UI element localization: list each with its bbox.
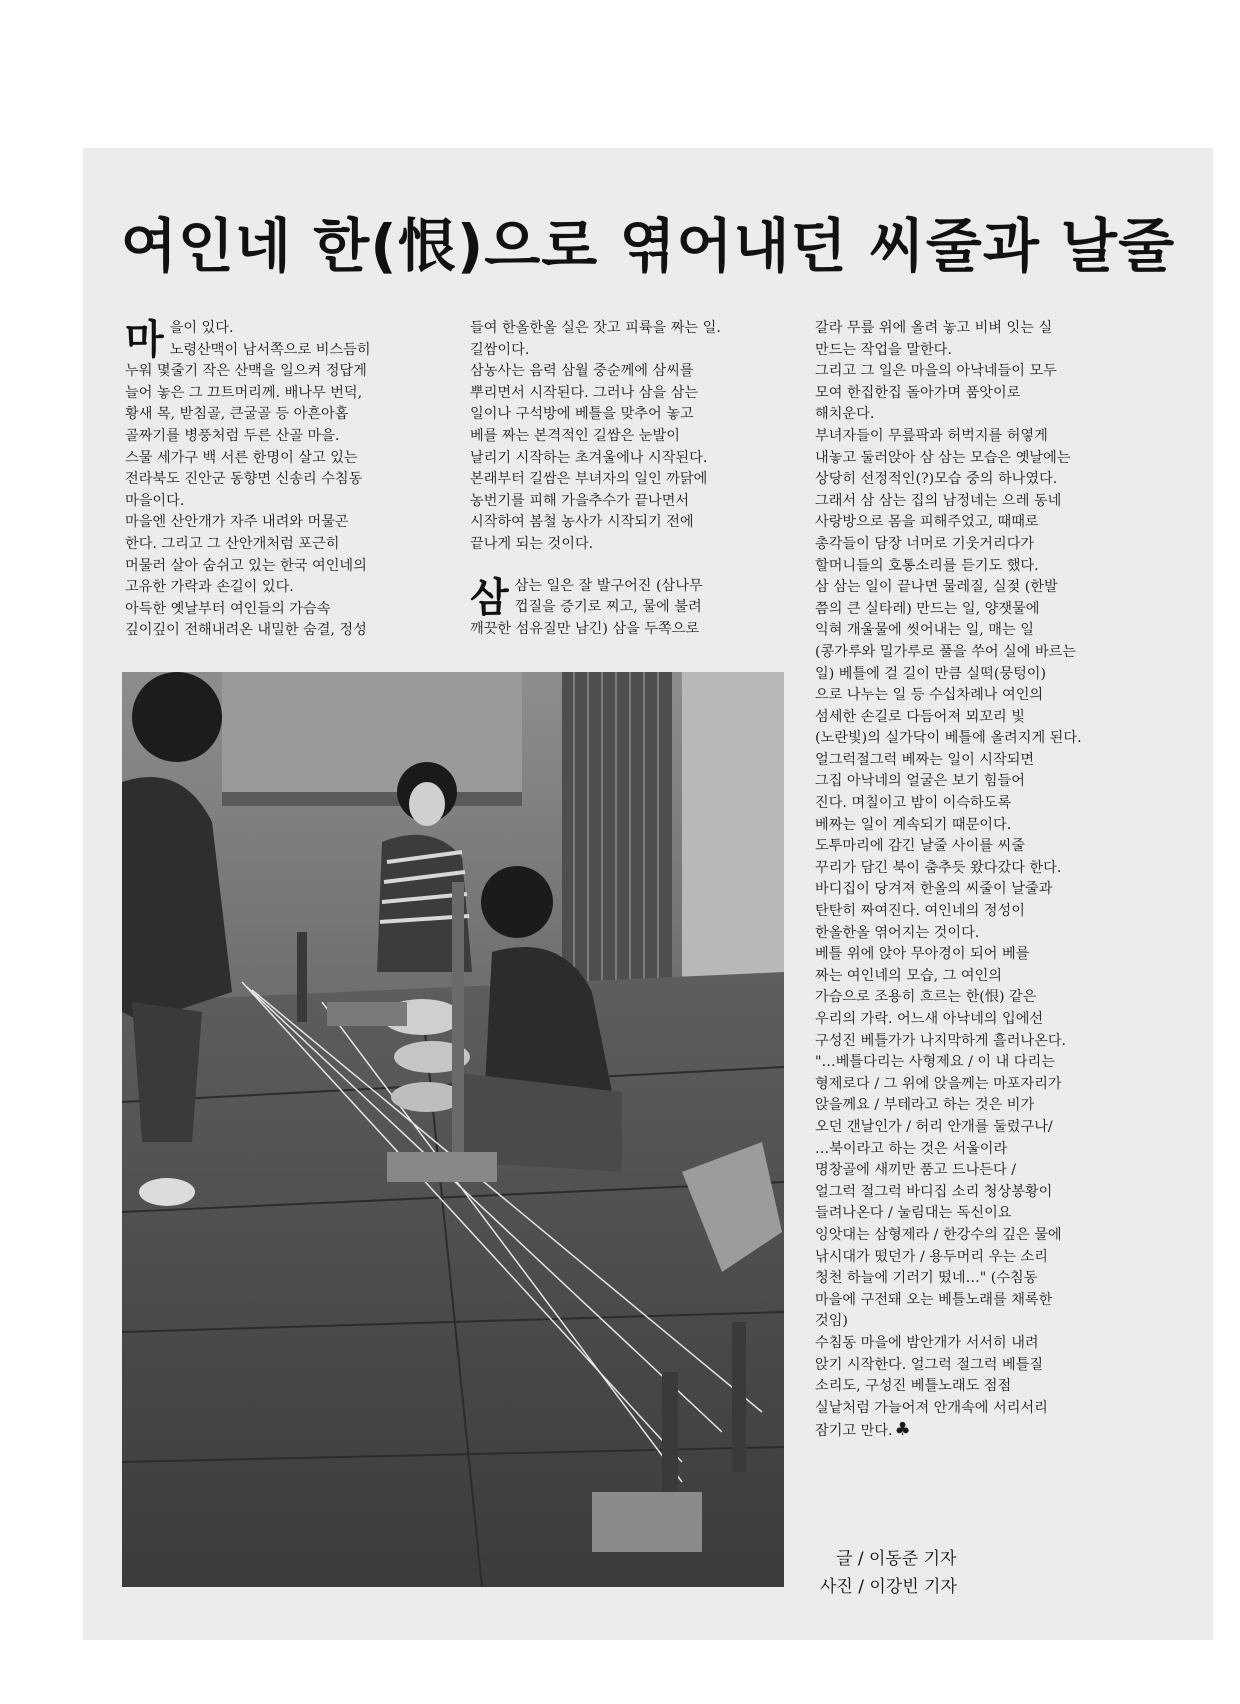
drop-cap: 삼 [470, 574, 509, 621]
text-line: 명창골에 새끼만 품고 드나든다 / [815, 1162, 1016, 1179]
text-line: 우리의 가락. 어느새 아낙네의 입에선 [815, 1011, 1044, 1027]
text-line: 농번기를 피해 가을추수가 끝나면서 [470, 492, 690, 509]
text-line: 그리고 그 일은 마을의 아낙네들이 모두 [815, 363, 1057, 380]
text-line: 익혀 개울물에 씻어내는 일, 매는 일 [815, 622, 1034, 639]
text-column-2 [470, 318, 790, 640]
text-line: 것임) [815, 1313, 848, 1330]
text-line: 해치운다. [815, 406, 875, 423]
text-line: 늘어 놓은 그 끄트머리께. 배나무 번덕, [125, 384, 363, 401]
text-line: 마을에 구전돼 오는 베틀노래를 채록한 [815, 1291, 1053, 1308]
text-line: 머물러 살아 숨쉬고 있는 한국 여인네의 [125, 557, 367, 574]
text-line: 짜는 여인네의 모습, 그 여인의 [815, 967, 1003, 984]
text-line: 쯤의 큰 실타레) 만드는 일, 양잿물에 [815, 600, 1040, 617]
text-line: 잠기고 만다. ♣ [815, 1419, 911, 1441]
text-line: 아득한 옛날부터 여인들의 가슴속 [125, 600, 331, 617]
text-line: 삼 삼는 일이 끝나면 물레질, 실젖 (한발 [815, 579, 1058, 596]
text-line: 본래부터 길쌈은 부녀자의 일인 까닭에 [470, 471, 708, 488]
text-line: 으로 나누는 일 등 수십차례나 여인의 [815, 687, 1044, 704]
text-line: 낚시대가 떴던가 / 용두머리 우는 소리 [815, 1248, 1048, 1265]
text-line: 형제로다 / 그 위에 앉을께는 마포자리가 [815, 1075, 1062, 1092]
text-line: 을이 있다. [169, 320, 234, 336]
text-line: 총각들이 담장 너머로 기웃거리다가 [815, 535, 1035, 552]
text-line: 전라북도 진안군 동향면 신송리 수침동 [125, 471, 363, 488]
text-line: 소리도, 구성진 베틀노래도 점점 [815, 1378, 1012, 1395]
text-line: 수침동 마을에 밤안개가 서서히 내려 [815, 1334, 1039, 1351]
text-line: 그집 아낙네의 얼굴은 보기 힘들어 [815, 773, 1025, 790]
text-line: 그래서 삼 삼는 집의 남정네는 으레 동네 [815, 492, 1062, 509]
text-line: 누워 몇줄기 작은 산맥을 일으켜 정답게 [125, 363, 367, 380]
writer-credit: 글 / 이동준 기자 [836, 1549, 957, 1569]
text-line: 사랑방으로 몸을 피해주었고, 때때로 [815, 514, 1039, 531]
text-line: 끝나게 되는 것이다. [470, 535, 594, 552]
text-line: 얼그럭절그럭 베짜는 일이 시작되면 [815, 751, 1035, 768]
text-line: 실낱처럼 가늘어져 안개속에 서리서리 [815, 1399, 1048, 1416]
club-end-mark-icon: ♣ [894, 1419, 911, 1441]
text-line: 스물 세가구 백 서른 한명이 살고 있는 [125, 449, 358, 466]
text-line: (노란빛)의 실가닥이 베틀에 올려지게 된다. [815, 730, 1082, 747]
text-line: 잉앗대는 삼형제라 / 한강수의 깊은 물에 [815, 1226, 1062, 1243]
weaving-photograph [122, 672, 784, 1587]
text-line: 들려나온다 / 눌림대는 독신이요 [815, 1205, 1012, 1222]
text-line: 한올한올 엮어지는 것이다. [815, 924, 980, 941]
text-line: 얼그럭 절그럭 바디집 소리 청상봉황이 [815, 1183, 1053, 1200]
text-line: 부녀자들이 무릎팍과 허벅지를 허옇게 [815, 427, 1048, 444]
bleed-through-text [745, 30, 1145, 60]
text-line: 청천 하늘에 기러기 떴네…" (수침동 [815, 1270, 1038, 1287]
text-line: 일) 베틀에 걸 길이 만큼 실떡(뭉텅이) [815, 665, 1047, 682]
text-line: 앉을께요 / 부테라고 하는 것은 비가 [815, 1097, 1035, 1114]
text-line: 구성진 베틀가가 나지막하게 흘러나온다. [815, 1032, 1067, 1049]
text-line: 꾸리가 담긴 북이 춤추듯 왔다갔다 한다. [815, 859, 1062, 876]
text-line: 한다. 그리고 그 산안개처럼 포근히 [125, 535, 340, 552]
text-line: 마을이다. [125, 492, 185, 509]
text-line: 베를 짜는 본격적인 길쌈은 눈발이 [470, 427, 680, 444]
text-line: 들여 한올한올 실은 잣고 피륙을 짜는 일. [470, 320, 721, 336]
text-line: 일이나 구석방에 베틀을 맞추어 놓고 [470, 406, 694, 423]
text-line: 껍질을 증기로 찌고, 물에 불려 [514, 599, 702, 616]
text-line: 만드는 작업을 말한다. [815, 341, 952, 358]
text-line: 바디집이 당겨져 한올의 씨줄이 날줄과 [815, 881, 1053, 898]
byline [820, 1545, 1050, 1601]
text-line: 베짜는 일이 계속되기 때문이다. [815, 816, 1012, 833]
text-line: 진다. 며칠이고 밤이 이슥하도록 [815, 795, 1012, 812]
text-line: 노령산맥이 남서쪽으로 비스듬히 [169, 341, 371, 358]
text-line: 뿌리면서 시작된다. 그러나 삼을 삼는 [470, 384, 699, 401]
column-3-lines [815, 318, 1145, 1443]
text-line: 탄탄히 짜여진다. 여인네의 정성이 [815, 903, 1025, 920]
text-line: 앉기 시작한다. 얼그럭 절그럭 베틀질 [815, 1356, 1044, 1373]
text-line: 섬세한 손길로 다듬어져 뫼꼬리 빛 [815, 708, 1025, 725]
text-line: "…베틀다리는 사형제요 / 이 내 다리는 [815, 1054, 1055, 1071]
text-line: 베틀 위에 앉아 무아경이 되어 베를 [815, 946, 1030, 963]
text-line: 삼는 일은 잘 발구어진 (삼나무 [514, 577, 703, 594]
text-line: 길쌈이다. [470, 341, 530, 358]
text-line: 상당히 선정적인(?)모습 중의 하나였다. [815, 471, 1058, 488]
text-line: 가슴으로 조용히 흐르는 한(恨) 같은 [815, 989, 1037, 1006]
text-line: (콩가루와 밀가루로 풀을 쑤어 실에 바르는 [815, 643, 1077, 660]
photographer-credit: 사진 / 이강빈 기자 [820, 1577, 957, 1597]
text-line: 모여 한집한집 돌아가며 품앗이로 [815, 384, 1021, 401]
text-line: 황새 목, 받침골, 큰굴골 등 아흔아홉 [125, 406, 349, 423]
column-1-lines [125, 318, 445, 642]
text-line: 삼농사는 음력 삼월 중순께에 삼씨를 [470, 363, 694, 380]
text-line: 날리기 시작하는 초겨울에나 시작된다. [470, 449, 708, 466]
column-2-lines [470, 318, 790, 556]
photo-illustration [122, 672, 784, 1587]
text-line: 시작하여 봄철 농사가 시작되기 전에 [470, 514, 694, 531]
text-line: 깊이깊이 전해내려온 내밀한 숨결, 정성 [125, 622, 367, 639]
column-2-lines-continued [470, 576, 790, 641]
text-line: …북이라고 하는 것은 서울이라 [815, 1140, 1008, 1157]
drop-cap: 마 [125, 317, 164, 363]
text-line: 골짜기를 병풍처럼 두른 산골 마을. [125, 427, 340, 444]
text-line: 도투마리에 감긴 날줄 사이를 씨줄 [815, 838, 1025, 855]
text-line: 갈라 무릎 위에 올려 놓고 비벼 잇는 실 [815, 320, 1053, 336]
text-line: 마을엔 산안개가 자주 내려와 머물곤 [125, 514, 349, 531]
text-line: 오던 갠날인가 / 허리 안개를 둘렀구나/ [815, 1118, 1053, 1135]
text-line: 내놓고 둘러앉아 삼 삼는 모습은 옛날에는 [815, 449, 1071, 466]
text-line: 할머니들의 호통소리를 듣기도 했다. [815, 557, 1039, 574]
text-line: 깨끗한 섬유질만 남긴) 삼을 두쪽으로 [470, 620, 700, 637]
text-line: 고유한 가락과 손길이 있다. [125, 579, 294, 596]
text-column-3 [815, 318, 1145, 1443]
article-title: 여인네 한(恨)으로 엮어내던 씨줄과 날줄 [120, 211, 1176, 280]
text-column-1 [125, 318, 445, 642]
